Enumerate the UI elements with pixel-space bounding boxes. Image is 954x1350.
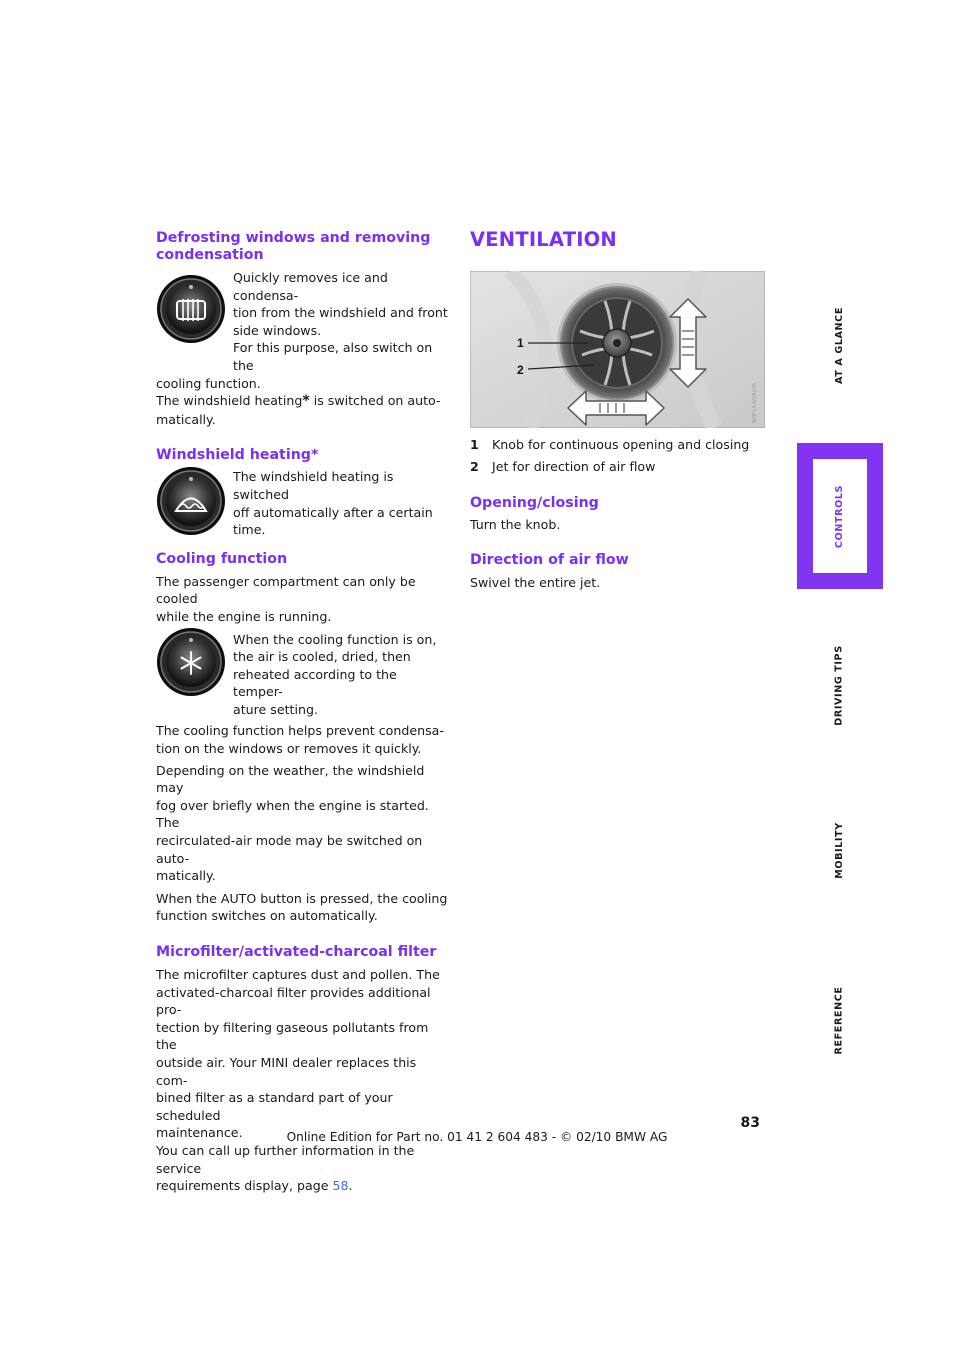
- defrost-text-4: For this purpose, also switch on the: [233, 340, 433, 373]
- cooling-block: [156, 631, 448, 719]
- windshield-heading: Windshield heating*: [156, 447, 319, 464]
- rear-defrost-icon: [156, 274, 226, 344]
- defrost-block: [156, 269, 448, 375]
- right-column: [470, 228, 770, 591]
- cooling-text-4: ature setting.: [233, 701, 318, 717]
- tab-driving-tips[interactable]: DRIVING TIPS: [833, 644, 845, 726]
- cooling-intro-2: while the engine is running.: [156, 608, 332, 624]
- microfilter-line-6: maintenance.: [156, 1125, 243, 1141]
- cooling-text-2: the air is cooled, dried, then: [233, 649, 411, 665]
- opening-heading: Opening/closing: [470, 495, 599, 511]
- microfilter-line-5: bined filter as a standard part of your scheduled: [156, 1090, 393, 1123]
- chapter-tabs: [797, 300, 885, 1060]
- cooling-para3-2: function switches on automatically.: [156, 908, 378, 924]
- microfilter-line-7: You can call up further information in the service: [156, 1142, 415, 1176]
- cooling-para2-2: fog over briefly when the engine is started. The: [156, 797, 429, 831]
- left-column: [156, 230, 448, 1195]
- cooling-text-3: reheated according to the temper-: [233, 666, 397, 700]
- direction-text: Swivel the entire jet.: [470, 574, 601, 590]
- windshield-text-3: time.: [233, 522, 266, 538]
- defrost-text-5: cooling function.: [156, 375, 261, 391]
- tab-mobility[interactable]: MOBILITY: [833, 821, 845, 879]
- air-vent-figure: [470, 271, 765, 428]
- windshield-auto-text-2: matically.: [156, 411, 216, 427]
- snowflake-icon: [156, 627, 226, 697]
- microfilter-heading: Microfilter/activated-charcoal filter: [156, 944, 437, 960]
- microfilter-line-4: outside air. Your MINI dealer replaces this com-: [156, 1054, 417, 1088]
- direction-heading: Direction of air flow: [470, 551, 629, 568]
- legend-item-1: 1 Knob for continuous opening and closing: [470, 437, 750, 452]
- figure-label-1: 1: [517, 336, 524, 350]
- opening-text: Turn the knob.: [470, 517, 561, 532]
- footer-edition: Online Edition for Part no. 01 41 2 604 483 - © 02/10 BMW AG: [286, 1130, 668, 1144]
- cooling-text-1: When the cooling function is on,: [233, 631, 437, 647]
- legend-item-2: 2 Jet for direction of air flow: [470, 459, 656, 474]
- cooling-para2-1: Depending on the weather, the windshield may: [156, 762, 425, 796]
- windshield-auto-text: The windshield heating* is switched on auto-: [156, 393, 441, 410]
- windshield-block: [156, 468, 448, 538]
- cooling-para3-1: When the AUTO button is pressed, the cooling: [156, 890, 448, 906]
- cooling-intro-1: The passenger compartment can only be cooled: [156, 573, 416, 607]
- page-number: 83: [740, 1115, 760, 1131]
- microfilter-line-2: activated-charcoal filter provides additional pro-: [156, 984, 431, 1018]
- defrost-text-2: tion from the windshield and front: [233, 305, 448, 321]
- microfilter-line-8: requirements display, page 58.: [156, 1178, 353, 1194]
- cooling-para2-4: matically.: [156, 868, 216, 884]
- cooling-heading: Cooling function: [156, 550, 288, 567]
- figure-legend: [470, 434, 770, 478]
- defrost-text-1: Quickly removes ice and condensa-: [233, 270, 388, 303]
- cooling-para2-3: recirculated-air mode may be switched on auto-: [156, 833, 423, 866]
- defrost-text-3: side windows.: [233, 322, 322, 338]
- ventilation-heading: VENTILATION: [470, 228, 617, 251]
- tab-at-a-glance[interactable]: AT A GLANCE: [833, 306, 845, 384]
- defrost-heading: Defrosting windows and removing condensation: [156, 230, 431, 263]
- microfilter-line-3: tection by filtering gaseous pollutants from the: [156, 1019, 429, 1053]
- windshield-heating-icon: [156, 466, 226, 536]
- microfilter-line-1: The microfilter captures dust and pollen. The: [156, 967, 440, 982]
- cooling-para1-2: tion on the windows or removes it quickly.: [156, 741, 422, 757]
- cooling-para1-1: The cooling function helps prevent condensa-: [156, 723, 444, 739]
- figure-label-2: 2: [517, 363, 524, 377]
- page-58-link[interactable]: 58: [332, 1178, 349, 1194]
- figure-code: W0F13.W2B20S: [752, 382, 758, 423]
- windshield-text-2: off automatically after a certain: [233, 504, 433, 520]
- tab-reference[interactable]: REFERENCE: [833, 985, 845, 1055]
- windshield-text-1: The windshield heating is switched: [233, 469, 394, 502]
- tab-controls[interactable]: CONTROLS: [797, 443, 883, 589]
